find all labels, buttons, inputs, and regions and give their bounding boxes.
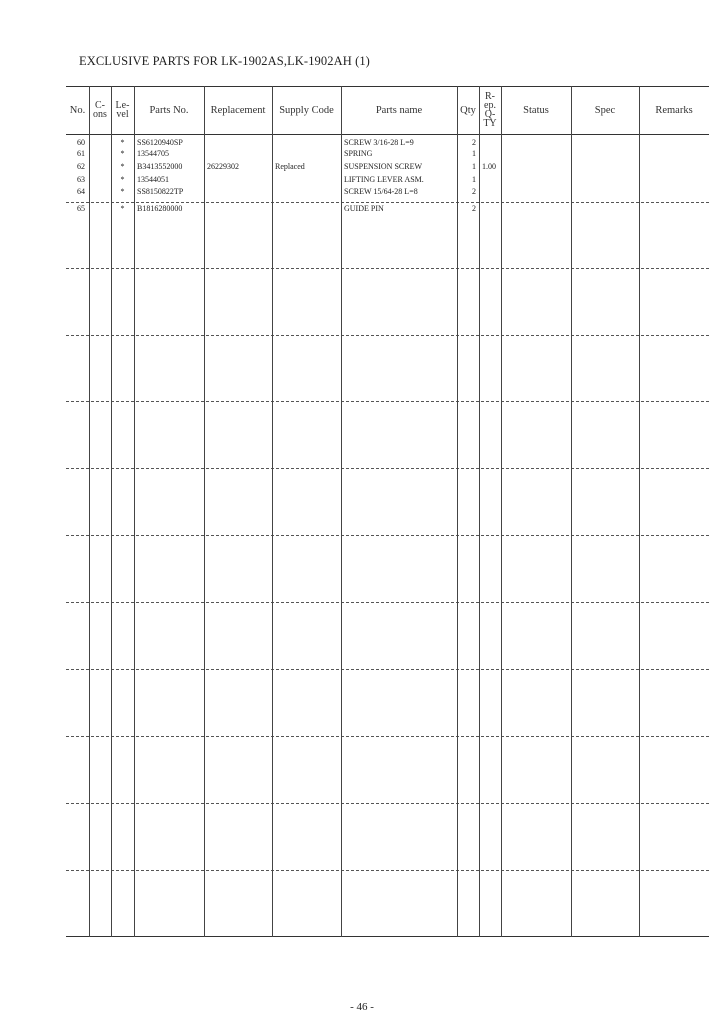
- header-status: Status: [523, 104, 549, 116]
- row-no: 60: [77, 138, 85, 147]
- row-parts-no: SS6120940SP: [137, 138, 183, 147]
- group-divider: [66, 736, 709, 737]
- row-parts-no: 13544705: [137, 149, 169, 158]
- header-no: No.: [69, 104, 86, 116]
- row-qty: 2: [472, 138, 476, 147]
- group-divider: [66, 268, 709, 269]
- row-parts-name: SPRING: [344, 149, 373, 158]
- group-divider: [66, 535, 709, 536]
- row-no: 65: [77, 204, 85, 213]
- table-row: [66, 187, 709, 198]
- row-parts-no: 13544051: [137, 175, 169, 184]
- table-bottom-border: [66, 936, 709, 937]
- group-divider: [66, 335, 709, 336]
- row-level: *: [120, 175, 125, 184]
- row-level: *: [120, 149, 125, 158]
- row-parts-name: GUIDE PIN: [344, 204, 384, 213]
- group-divider: [66, 401, 709, 402]
- group-divider: [66, 468, 709, 469]
- row-level: *: [120, 138, 125, 147]
- header-parts-name: Parts name: [375, 104, 423, 116]
- group-divider: [66, 803, 709, 804]
- row-replacement: 26229302: [207, 162, 239, 171]
- row-parts-name: SCREW 3/16-28 L=9: [344, 138, 414, 147]
- row-level: *: [120, 162, 125, 171]
- row-no: 61: [77, 149, 85, 158]
- row-qty: 1: [472, 162, 476, 171]
- header-cons-line1: C-: [95, 100, 105, 111]
- header-cons-line2: ons: [93, 109, 107, 120]
- group-divider: [66, 669, 709, 670]
- table-row: [66, 162, 709, 173]
- header-rep-line3: Q-: [484, 109, 496, 120]
- row-qty: 2: [472, 187, 476, 196]
- table-row: [66, 175, 709, 186]
- row-supply-code: Replaced: [275, 162, 305, 171]
- row-parts-no: B1816280000: [137, 204, 183, 213]
- row-no: 62: [77, 162, 85, 171]
- header-rep-qty: [479, 86, 501, 134]
- header-rep-line2: ep.: [484, 100, 496, 111]
- group-divider: [66, 202, 709, 203]
- row-qty: 2: [472, 204, 476, 213]
- header-rep-line1: R-: [485, 91, 495, 102]
- row-qty: 1: [472, 175, 476, 184]
- table-row: [66, 138, 709, 149]
- page-number: - 46 -: [350, 1001, 374, 1013]
- parts-table: [66, 86, 709, 937]
- row-rep-qty: 1.00: [482, 162, 496, 171]
- header-cons: [89, 86, 111, 134]
- row-parts-name: SCREW 15/64-28 L=8: [344, 187, 418, 196]
- header-qty: Qty: [460, 104, 476, 116]
- row-parts-name: LIFTING LEVER ASM.: [344, 175, 424, 184]
- row-parts-no: SS8150822TP: [137, 187, 184, 196]
- table-row: [66, 204, 709, 215]
- row-parts-no: B3413552000: [137, 162, 183, 171]
- row-qty: 1: [472, 149, 476, 158]
- header-replacement: Replacement: [210, 104, 266, 116]
- header-level-line1: Le-: [115, 100, 130, 111]
- row-level: *: [120, 204, 125, 213]
- header-level-line2: vel: [116, 109, 129, 120]
- header-supply-code: Supply Code: [279, 104, 334, 116]
- group-divider: [66, 870, 709, 871]
- row-no: 63: [77, 175, 85, 184]
- header-parts-no: Parts No.: [149, 104, 189, 116]
- row-level: *: [120, 187, 125, 196]
- header-rep-line4: TY: [483, 118, 497, 129]
- header-bottom-border: [66, 134, 709, 135]
- page-title: EXCLUSIVE PARTS FOR LK-1902AS,LK-1902AH (1): [79, 54, 370, 68]
- group-divider: [66, 602, 709, 603]
- header-level: [111, 86, 134, 134]
- row-no: 64: [77, 187, 85, 196]
- header-spec: Spec: [594, 104, 616, 116]
- header-remarks: Remarks: [655, 104, 693, 116]
- row-parts-name: SUSPENSION SCREW: [344, 162, 423, 171]
- table-row: [66, 149, 709, 160]
